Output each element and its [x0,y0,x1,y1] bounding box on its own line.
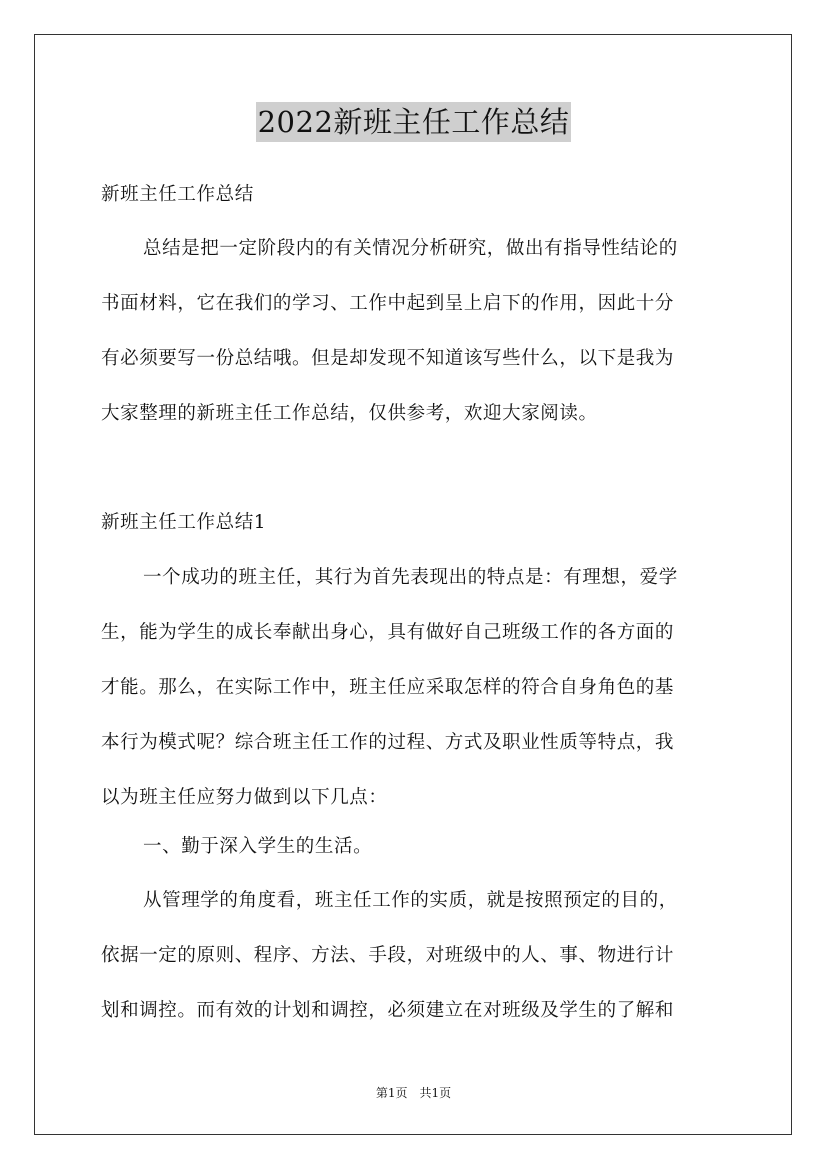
page-footer: 第1页 共1页 [375,1086,452,1100]
intro-line: 书面材料，它在我们的学习、工作中起到呈上启下的作用，因此十分 [101,293,675,314]
point-heading: 一、勤于深入学生的生活。 [143,836,373,857]
section-heading: 新班主任工作总结1 [101,512,267,533]
intro-line: 大家整理的新班主任工作总结，仅供参考，欢迎大家阅读。 [101,403,598,424]
intro-line: 总结是把一定阶段内的有关情况分析研究，做出有指导性结论的 [143,238,678,259]
intro-line: 有必须要写一份总结哦。但是却发现不知道该写些什么，以下是我为 [101,348,675,369]
section1-line: 本行为模式呢？综合班主任工作的过程、方式及职业性质等特点，我 [101,732,675,753]
document-subtitle: 新班主任工作总结 [101,184,254,205]
document-title: 2022新班主任工作总结 [256,102,572,142]
section1-line: 才能。那么，在实际工作中，班主任应采取怎样的符合自身角色的基 [101,677,675,698]
section1-line: 一个成功的班主任，其行为首先表现出的特点是：有理想，爱学 [143,567,678,588]
title-wrap [0,102,827,142]
point1-line: 依据一定的原则、程序、方法、手段，对班级中的人、事、物进行计 [101,945,675,966]
section1-line: 以为班主任应努力做到以下几点： [101,787,388,808]
section1-line: 生，能为学生的成长奉献出身心，具有做好自己班级工作的各方面的 [101,622,675,643]
point1-line: 从管理学的角度看，班主任工作的实质，就是按照预定的目的， [143,890,678,911]
point1-line: 划和调控。而有效的计划和调控，必须建立在对班级及学生的了解和 [101,1000,675,1021]
